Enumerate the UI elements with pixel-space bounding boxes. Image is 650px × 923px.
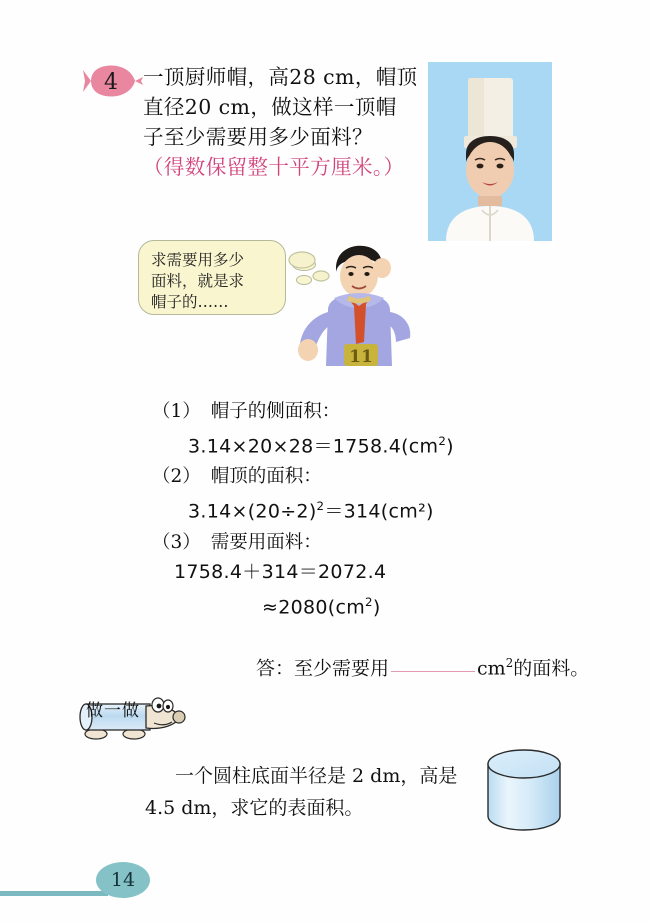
answer-unit-sup: 2	[505, 656, 514, 670]
boy-shirt-number: 11	[349, 347, 373, 367]
step-2-equation-sup: 2	[316, 499, 325, 514]
step-1-equation	[152, 426, 582, 461]
answer-line	[256, 648, 589, 683]
problem-note: （得数保留整十平方厘米。）	[143, 155, 405, 179]
step-3-equation-b-sup: 2	[365, 594, 373, 609]
step-1-heading	[152, 398, 582, 426]
step-1-equation-sup: 2	[438, 434, 447, 448]
bubble-line-2: 面料，就是求	[151, 272, 245, 290]
step-3-equation-b-tail: )	[372, 595, 381, 618]
problem-line-3: 子至少需要用多少面料？	[143, 125, 373, 149]
step-2-equation-text: 3.14×(20÷2)	[188, 500, 317, 523]
step-2-paren: （2）	[152, 466, 201, 488]
step-3-label: 需要用面料：	[210, 531, 322, 553]
step-2-equation-tail: ＝314(cm²)	[324, 500, 434, 523]
answer-prefix: 答：至少需要用	[256, 657, 390, 680]
step-1-paren: （1）	[152, 401, 201, 422]
solution-step-1	[152, 398, 582, 461]
step-2-equation	[152, 491, 582, 526]
step-3-equation-b-text: ≈2080(cm	[262, 595, 366, 618]
step-1-equation-tail: )	[446, 435, 454, 458]
boy-illustration	[288, 232, 420, 374]
step-3-heading	[152, 529, 582, 557]
problem-statement	[143, 62, 418, 182]
step-1-equation-text: 3.14×20×28＝1758.4(cm	[188, 435, 439, 458]
step-3-equation-b	[152, 587, 582, 622]
problem-number-fish-icon	[83, 60, 145, 102]
footer-rule	[0, 891, 108, 896]
solution-step-3	[152, 529, 582, 622]
bubble-line-3: 帽子的……	[151, 293, 229, 311]
bubble-line-1: 求需要用多少	[151, 251, 245, 269]
solution-step-2	[152, 463, 582, 526]
problem-line-2: 直径20 cm，做这样一顶帽	[143, 95, 397, 119]
practice-exercise	[145, 760, 458, 824]
step-3-equation-a-text: 1758.4＋314＝2072.4	[174, 560, 387, 583]
step-2-heading	[152, 463, 582, 491]
step-2-label: 帽顶的面积：	[210, 466, 322, 488]
chef-photo-inner	[428, 62, 552, 241]
answer-unit: cm	[477, 657, 506, 680]
page-number: 14	[110, 869, 136, 891]
answer-suffix: 的面料。	[513, 657, 590, 680]
thought-bubble	[138, 240, 286, 315]
answer-blank-input[interactable]	[391, 671, 475, 672]
practice-line-2: 4.5 dm，求它的表面积。	[145, 797, 364, 819]
practice-line-1: 一个圆柱底面半径是 2 dm，高是	[175, 765, 458, 787]
chef-photo	[424, 58, 556, 245]
step-3-equation-a	[152, 557, 582, 587]
step-3-paren: （3）	[152, 531, 201, 553]
problem-line-1: 一顶厨师帽，高28 cm，帽顶	[143, 65, 418, 89]
problem-number-text: 4	[104, 70, 118, 95]
cylinder-figure	[478, 742, 570, 842]
practice-mascot-label: 做一做	[86, 701, 140, 721]
step-1-label: 帽子的侧面积：	[210, 401, 341, 422]
solution-steps	[152, 398, 582, 624]
